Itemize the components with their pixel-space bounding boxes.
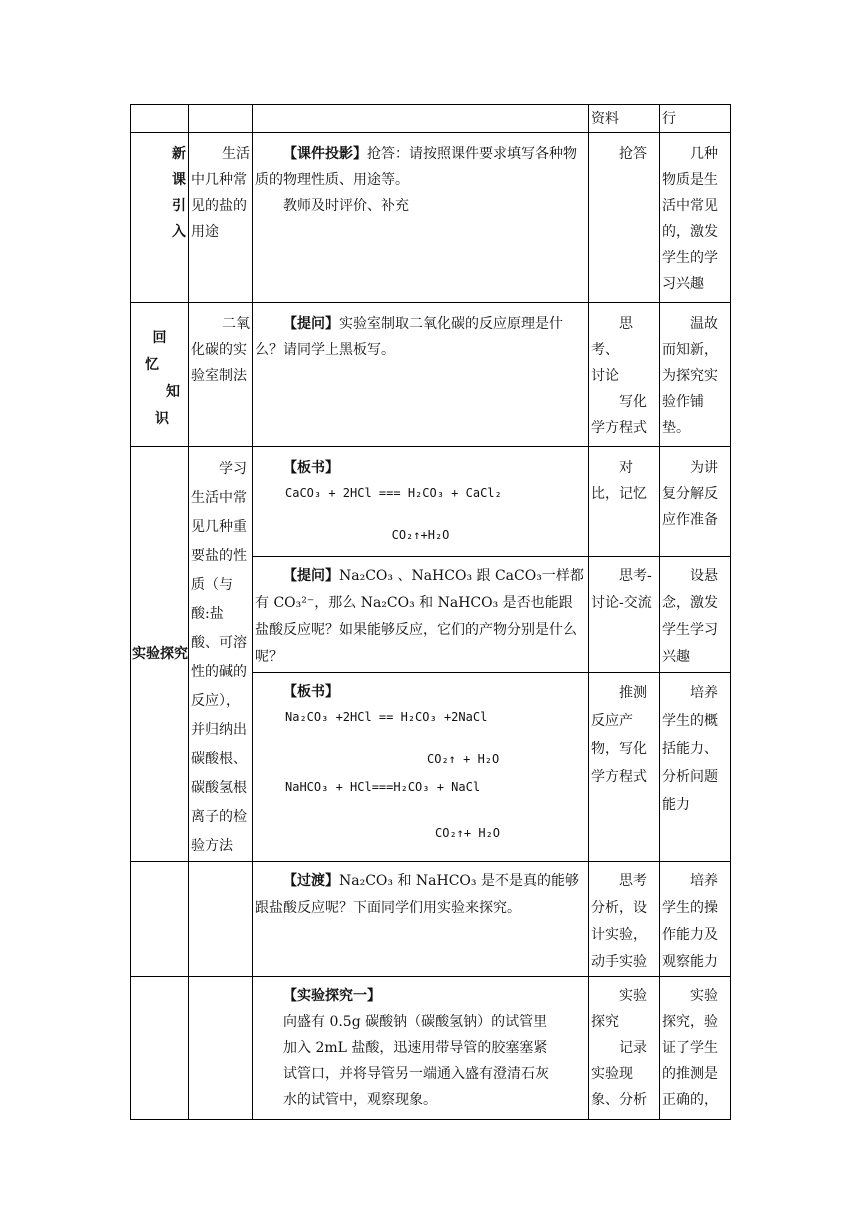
activity-tag: 【提问】 xyxy=(283,316,339,332)
activity-paragraph xyxy=(255,868,586,922)
equation-line: CO₂↑+H₂O xyxy=(391,528,450,542)
table-row xyxy=(131,977,731,1120)
design-cell: 培养学生的操作能力及观察能力 xyxy=(660,862,731,977)
student-line: 讨论 xyxy=(591,368,619,384)
table-row xyxy=(131,862,731,977)
header-cell-stage xyxy=(131,105,189,133)
content-cell xyxy=(189,133,253,303)
student-line: 写化 xyxy=(619,394,647,410)
design-cell: 培养学生的概括能力、分析问题能力 xyxy=(660,673,731,862)
equation-line: NaHCO₃ + HCl===H₂CO₃ + NaCl xyxy=(285,780,481,795)
stage-char: 新 xyxy=(172,146,186,162)
activity-cell xyxy=(253,133,589,303)
content-cell xyxy=(189,977,253,1120)
activity-tag: 【提问】 xyxy=(283,567,339,584)
stage-cell xyxy=(131,977,189,1120)
activity-tag: 【实验探究一】 xyxy=(283,988,381,1004)
design-cell: 几种物质是生活中常见的，激发学生的学习兴趣 xyxy=(660,133,731,303)
stage-cell: 实验探究 xyxy=(131,447,189,862)
stage-char: 入 xyxy=(172,224,186,240)
lesson-plan-table xyxy=(130,104,731,1120)
student-line: 记录 xyxy=(619,1040,647,1056)
content-line: 生活 xyxy=(222,146,250,162)
stage-cell xyxy=(131,303,189,447)
activity-cell xyxy=(253,447,589,557)
student-cell: 抢答 xyxy=(589,133,660,303)
table-row xyxy=(131,447,731,557)
stage-cell xyxy=(131,862,189,977)
activity-paragraph xyxy=(255,311,586,363)
student-cell: 思考分析，设计实验，动手实验 xyxy=(589,862,660,977)
activity-cell xyxy=(253,673,589,862)
content-line: 验室制法 xyxy=(191,368,247,384)
content-cell: 学习生活中常见几种重要盐的性质（与酸:盐酸、可溶性的碱的反应），并归纳出碳酸根、碳酸氢根离子的检验方法 xyxy=(189,447,253,862)
design-cell: 实验探究，验证了学生的推测是正确的， xyxy=(660,977,731,1120)
stage-char: 课 xyxy=(172,172,186,188)
header-cell-design: 行 xyxy=(660,105,731,133)
stage-cell xyxy=(131,133,189,303)
student-line: 实验 xyxy=(619,988,647,1004)
content-line: 化碳的实 xyxy=(191,342,247,358)
activity-cell xyxy=(253,977,589,1120)
student-line: 思考、 xyxy=(591,316,633,358)
activity-text: Na₂CO₃ 、NaHCO₃ 跟 CaCO₃一样都有 CO₃²⁻，那么 Na₂CO₃ 和 NaHCO₃ 是否也能跟盐酸反应呢？如果能够反应，它们的产物分别是什么呢？ xyxy=(255,567,584,665)
activity-text: Na₂CO₃ 和 NaHCO₃ 是不是真的能够跟盐酸反应呢？下面同学们用实验来探究。 xyxy=(255,873,579,916)
content-line: 二氧 xyxy=(222,316,250,332)
activity-note: 教师及时评价、补充 xyxy=(283,198,409,214)
activity-text: 向盛有 0.5g 碳酸钠（碳酸氢钠）的试管里加入 2mL 盐酸，迅速用带导管的胶塞塞紧试管口，并将导管另一端通入盛有澄清石灰水的试管中，观察现象。 xyxy=(283,1014,549,1108)
activity-text: 抢答：请按照课件要求填写各种物质的物理性质、用途等。 xyxy=(255,146,577,188)
equation-line: Na₂CO₃ +2HCl == H₂CO₃ +2NaCl xyxy=(285,710,488,725)
activity-text: 实验室制取二氧化碳的反应原理是什么？请同学上黑板写。 xyxy=(255,316,563,358)
content-line: 中几种常 xyxy=(191,172,247,188)
table-row xyxy=(131,133,731,303)
activity-cell xyxy=(253,556,589,673)
activity-tag: 【板书】 xyxy=(283,684,339,701)
stage-char: 识 xyxy=(155,411,169,427)
design-cell: 为讲复分解反应作准备 xyxy=(660,447,731,557)
content-line: 见的盐的 xyxy=(191,198,247,214)
stage-char: 引 xyxy=(172,198,186,214)
table-header-row xyxy=(131,105,731,133)
activity-cell xyxy=(253,862,589,977)
table-row xyxy=(131,303,731,447)
design-cell: 温故而知新，为探究实验作铺垫。 xyxy=(660,303,731,447)
header-cell-content xyxy=(189,105,253,133)
activity-tag: 【课件投影】 xyxy=(283,146,367,162)
header-cell-student: 资料 xyxy=(589,105,660,133)
student-cell xyxy=(589,303,660,447)
student-line: 实验现象、分析 xyxy=(591,1066,647,1108)
equation-line: CO₂↑ + H₂O xyxy=(427,752,500,767)
stage-char: 忆 xyxy=(145,357,159,373)
stage-char: 回 xyxy=(152,330,167,346)
header-cell-activity xyxy=(253,105,589,133)
content-cell xyxy=(189,303,253,447)
student-cell: 思考-讨论-交流 xyxy=(589,556,660,673)
activity-paragraph xyxy=(255,563,586,671)
student-cell: 推测反应产物，写化学方程式 xyxy=(589,673,660,862)
equation-line: CO₂↑+ H₂O xyxy=(435,826,501,841)
activity-cell xyxy=(253,303,589,447)
student-cell: 对比，记忆 xyxy=(589,447,660,557)
design-cell: 设悬念，激发学生学习兴趣 xyxy=(660,556,731,673)
activity-tag: 【过渡】 xyxy=(283,873,339,889)
student-cell xyxy=(589,977,660,1120)
activity-paragraph xyxy=(255,141,586,193)
student-line: 探究 xyxy=(591,1014,619,1030)
content-cell xyxy=(189,862,253,977)
student-line: 学方程式 xyxy=(591,420,647,436)
stage-char: 知 xyxy=(166,384,180,400)
content-line: 用途 xyxy=(191,224,219,240)
activity-tag: 【板书】 xyxy=(283,460,339,476)
equation-line: CaCO₃ + 2HCl === H₂CO₃ + CaCl₂ xyxy=(285,486,502,500)
